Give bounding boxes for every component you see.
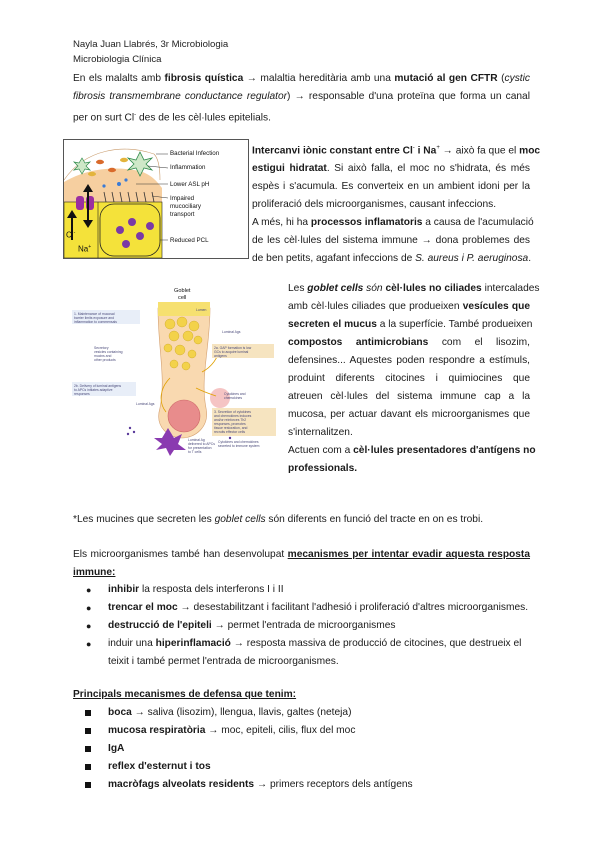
list-item: ● induir una hiperinflamació → resposta massiva de producció de citocines, que destrueix el teixit i també permet l'entrada de microorganismes.	[86, 638, 522, 667]
list-item: ● inhibir la resposta dels interferons I i II	[86, 584, 284, 595]
cftr-channel-shape	[76, 196, 84, 210]
evasion-list	[80, 581, 530, 671]
author-line: Nayla Juan Llabrés, 3r Microbiologia	[73, 39, 229, 50]
defense-title: Principals mecanismes de defensa que tenim:	[73, 689, 297, 700]
goblet-cells-paragraph: Les goblet cells són cèl·lules no ciliades intercalades amb cèl·lules ciliades que produeixen vesícules que secreten el mucus a la superfície. També produeixen compostos antimicrobians com el lisozim, defensines... Aquestes poden respondre a estímuls, produint diferents citocines i quimiocines que atreuen cèl·lules del sistema immune cap a la mucosa, per actuar davant els microorganismes que s'internalitzen. Actuen com a cèl·lules presentadores d'antígens no professionals.	[288, 283, 540, 474]
intro-paragraph: En els malalts amb fibrosis quística → malaltia hereditària amb una mutació al gen CFTR (cystic fibrosis transmembrane conductance regulator) → responsable d'una proteïna que forma un canal per on surt Cl- des de les cèl·lules epitelials.	[73, 73, 530, 124]
list-item: ● trencar el moc → desestabilitzant i facilitant l'adhesió i proliferació d'altres microorganismes.	[86, 602, 529, 613]
list-item: ● destrucció de l'epiteli → permet l'entrada de microorganismes	[86, 620, 396, 631]
subject-line: Microbiologia Clínica	[73, 54, 162, 65]
bacteria-shape	[120, 158, 128, 162]
bacteria-shape	[108, 168, 116, 172]
sodium-label: Na+	[78, 244, 92, 254]
bacteria-shape	[96, 160, 104, 164]
ion-exchange-paragraph: Intercanvi iònic constant entre Cl- i Na+ → això fa que el moc estigui hidratat. Si això falla, el moc no s'hidrata, és més espès i s'acumula. Es converteix en un ambient idoni per la proliferació dels microorganismes, causant infeccions. A més, hi ha processos inflamatoris a causa de l'acumulació de les cèl·lules del sistema immune → dona problemes des de ben petits, agafant infeccions de S. aureus i P. aeruginosa.	[252, 145, 541, 265]
list-item: boca → saliva (lisozim), llengua, llavis, galtes (neteja)	[80, 704, 530, 722]
chloride-label: Cl-	[66, 230, 76, 240]
cystic-fibrosis-airway-figure: Bacterial Infection Inflammation Lower ASL pH Impaired mucociliary transport Reduced PCL Cl- Na+	[63, 139, 249, 259]
list-item: IgA	[80, 740, 530, 758]
goblet-cell-figure: Goblet cell Lumen Luminal Ags Luminal Ags 1. Maintenance of mucosal barrier limits exposure and inflammation to commensals 2a. GAP formation is low GCs to acquire luminal antigens 2b. Delivery of luminal antigens to APCs initiates adaptive responses Secretory vesicles containing mucins and other products Cytokines and chemokines 3. Secretion of cytokines and chemokines induces and/or reinforces Th2 responses, promotes tissue restoration, and recruits effector cells Cytokines and chemokines secreted to immune system Luminal Ag delivered to APCs for presentation to T cells	[70, 288, 282, 456]
bacteria-shape	[88, 172, 96, 176]
list-item: mucosa respiratòria → moc, epiteli, cilis, flux del moc	[80, 722, 530, 740]
evasion-intro: Els microorganismes també han desenvolupat mecanismes per intentar evadir aquesta resposta immune:	[73, 549, 530, 578]
cf-airway-diagram	[64, 140, 248, 258]
list-item: reflex d'esternut i tos	[80, 758, 530, 776]
mucins-note: *Les mucines que secreten les goblet cells són diferents en funció del tracte en on es trobi.	[73, 514, 484, 525]
defense-list	[80, 704, 530, 794]
list-item: macròfags alveolats residents → primers receptors dels antígens	[80, 776, 530, 794]
